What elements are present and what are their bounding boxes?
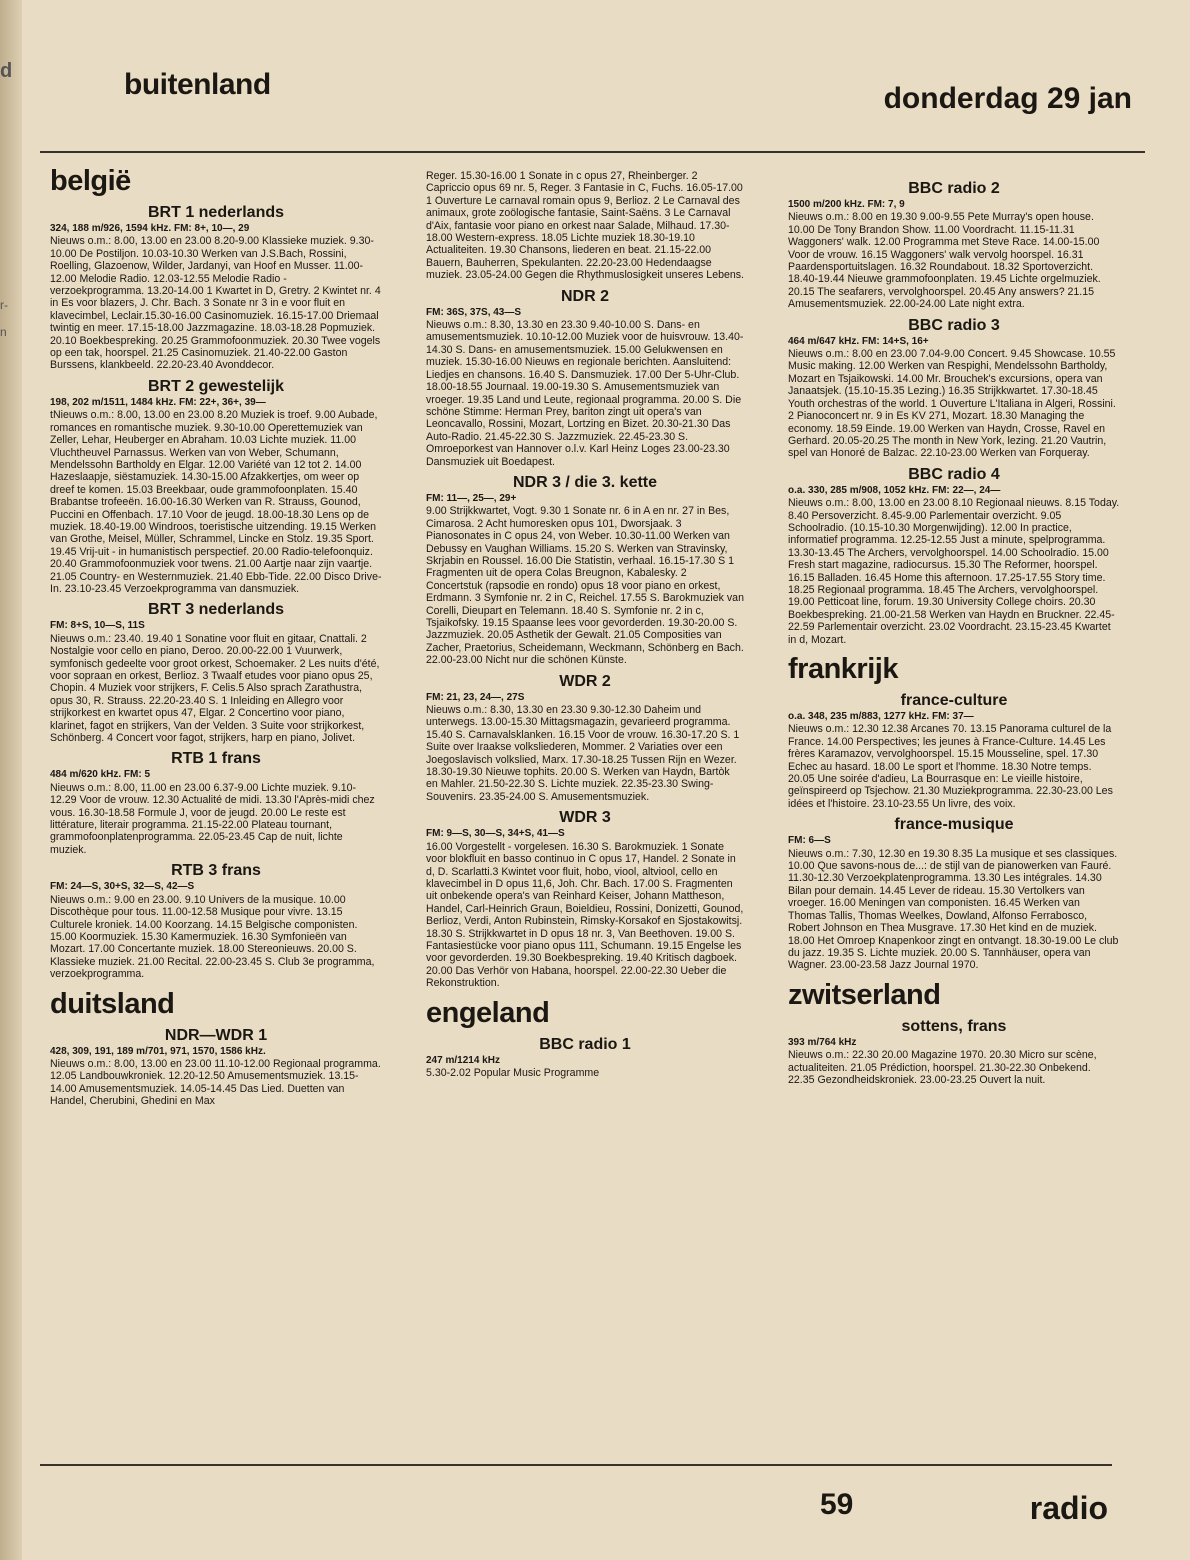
country-heading: duitsland <box>50 987 175 1020</box>
station-frequency: FM: 6—S <box>788 835 831 847</box>
program-listing: Nieuws o.m.: 8.00, 13.00 en 23.00 11.10-12.00 Regionaal programma. 12.05 Landbouwkroniek. 12.20-12.50 Amusementsmuziek. 13.15-14.00 Amusementsmuziek. 14.05-14.45 Das Lied. Duetten van Handel, Cherubini, Ghedini en Max <box>50 1057 381 1108</box>
header-rule <box>40 151 1145 153</box>
program-listing: Nieuws o.m.: 8.00, 13.00 en 23.00 8.20-9.00 Klassieke muziek. 9.30-10.00 De Postiljon. 10.03-10.30 Werken van J.S.Bach, Rossini, Roelling, Glazoenow, Wilder, Jardanyi, van Hoof en Musser. 11.00-12.00 Melodie Radio. 12.03-12.55 Melodie Radio - verzoekprogramma. 13.20-14.00 1 Kwartet in D, Gretry. 2 Kwintet nr. 4 in Es voor blazers, J. Chr. Bach. 3 Sonate nr 3 in e voor fluit en klavecimbel, Leclair.15.30-16.00 Casinomuziek. 16.15-17.00 Driemaal twintig en meer. 17.15-18.00 Jazzmagazine. 18.03-18.28 Popmuziek. 20.10 Boekbespreking. 20.25 Grammofoonmuziek. 20.30 Twee vogels op een tak, hoorspel. 21.25 Casinomuziek. 21.40-22.00 Gaston Burssens, klankbeeld. 22.20-23.40 Avonddecor. <box>50 235 381 372</box>
station-heading: BRT 2 gewestelijk <box>147 377 285 395</box>
page-number: 59 <box>820 1488 854 1521</box>
station-heading: NDR 2 <box>560 287 609 305</box>
edge-fragment: n <box>0 325 7 339</box>
listing-column-3 <box>788 174 1120 1086</box>
program-listing: Reger. 15.30-16.00 1 Sonate in c opus 27, Rheinberger. 2 Capriccio opus 69 nr. 5, Reger. 3 Fantasie in C, Fuchs. 16.05-17.00 1 Ouverture Le carnaval romain opus 9, Berlioz. 2 Le Carnaval des animaux, grote zoölogische fantasie, Saint-Saëns. 3 Le Carnaval d'Aix, fantasie voor piano en orkest naar Salade, Milhaud. 17.30-18.00 Western-express. 18.05 Lichte muziek 18.30-19.10 Actualiteiten. 19.30 Chansons, liederen en beat. 21.15-22.00 Bauern, Bauherren, Spekulanten. 22.20-23.00 Hedendaagse muziek. 23.05-24.00 Gegen die Rhythmuslosigkeit unseres Lebens. <box>426 170 744 282</box>
station-frequency: FM: 21, 23, 24—, 27S <box>426 691 525 703</box>
station-frequency: FM: 36S, 37S, 43—S <box>426 306 522 318</box>
program-listing: Nieuws o.m.: 8.00 en 23.00 7.04-9.00 Concert. 9.45 Showcase. 10.55 Music making. 12.00 Werken van Respighi, Mendelssohn Bartholdy, Mozart en Tsjaikowski. 14.00 Mr. Brouchek's excursions, opera van Janaatsjek. (15.10-15.35 Lezing.) 16.35 Strijkkwartet. 17.30-18.45 Youth orchestras of the world. 1 Ouverture L'Italiana in Algeri, Rossini. 2 Pianoconcert nr. 9 in Es KV 271, Mozart. 18.30 Managing the economy. 18.59 Einde. 19.00 Werken van Haydn, Crosse, Ravel en Gerhard. 20.05-20.25 The month in New York, lezing. 21.20 Vautrin, spel van Honoré de Balzac. 22.10-23.00 Werken van Forqueray. <box>788 348 1116 460</box>
edge-fragment: r- <box>0 298 8 312</box>
station-heading: BBC radio 2 <box>908 180 1000 197</box>
program-listing: Nieuws o.m.: 12.30 12.38 Arcanes 70. 13.15 Panorama culturel de la France. 14.00 Perspectives; les jeunes à France-Culture. 14.45 Les frères Karamazov, vervolghoorspel. 15.15 Mousseline, spel. 17.30 Echec au hasard. 18.00 Le sport et l'homme. 18.30 Notre temps. 20.05 Une soirée d'adieu, La Bourrasque en: Le vieille histoire, geïnspireerd op Tsjechow. 21.30 Muziekprogramma. 22.30-23.00 Les idées et l'histoire. 23.10-23.55 Un livre, des voix. <box>788 723 1113 810</box>
station-frequency: 393 m/764 kHz <box>788 1036 857 1048</box>
station-heading: france-culture <box>900 692 1008 709</box>
station-heading: WDR 3 <box>559 809 611 827</box>
edge-fragment: d <box>0 60 13 82</box>
station-frequency: 1500 m/200 kHz. FM: 7, 9 <box>788 199 905 210</box>
program-listing: Nieuws o.m.: 8.30, 13.30 en 23.30 9.30-12.30 Daheim und unterwegs. 13.00-15.30 Mittagsmagazin, gevarieerd programma. 15.40 S. Carnavalsklanken. 16.15 Voor de vrouw. 16.30-17.20 S. 1 Suite over Iraakse volksliederen, Mommer. 2 Variaties over een Joegoslavisch volkslied, Marx. 17.30-18.25 Tussen Rijn en Wezer. 18.30-19.30 Nieuwe tophits. 20.00 S. Werken van Haydn, Bartòk en Mahler. 21.50-22.30 S. Lichte muziek. 22.35-23.30 Swing-Souvenirs. 23.35-24.00 S. Amusementsmuziek. <box>426 704 740 803</box>
station-heading: BBC radio 1 <box>539 1035 631 1053</box>
country-heading: zwitserland <box>788 978 941 1011</box>
program-listing: 9.00 Strijkkwartet, Vogt. 9.30 1 Sonate nr. 6 in A en nr. 27 in Bes, Cimarosa. 2 Acht humoresken opus 101, Dworsjaak. 3 Pianosonates in C opus 24, von Weber. 10.30-11.00 Werken van Debussy en Vaughan Williams. 15.20 S. Werken van Stravinsky, Skrjabin en Roussel. 16.00 Die Statistin, verhaal. 16.15-17.30 S 1 Fragmenten uit de opera Colas Breugnon, Kabalesky. 2 Concertstuk (rapsodie en rondo) opus 18 voor piano en orkest, Erdmann. 3 Symfonie nr. 2 in C, Reichel. 17.55 S. Barokmuziek van Corelli, Dieupart en Telemann. 18.40 S. Symfonie nr. 2 in c, Tsjaikofsky. 19.15 Spaanse lees voor gevorderden. 19.30-20.00 S. Jazzmuziek. 20.05 Asthetik der Gewalt. 21.05 Composities van Zacher, Praetorius, Scheidemann, Weckmann, Schönberg en Bach. 22.00-23.00 Nicht nur die schönen Künste. <box>426 505 744 667</box>
listing-column-1 <box>50 158 382 1108</box>
station-frequency: 464 m/647 kHz. FM: 14+S, 16+ <box>788 335 929 347</box>
station-frequency: o.a. 330, 285 m/908, 1052 kHz. FM: 22—, 24— <box>788 484 1001 496</box>
program-listing: Nieuws o.m.: 8.30, 13.30 en 23.30 9.40-10.00 S. Dans- en amusementsmuziek. 10.10-12.00 Muziek voor de huisvrouw. 13.40-14.30 S. Dans- en amusementsmuziek. 15.00 Gelukwensen en muziek. 15.30-16.00 Nieuws en regionale berichten. Aansluitend: Liedjes en chansons. 16.40 S. Dansmuziek. 17.00 Der 5-Uhr-Club. 18.00-18.55 Journaal. 19.00-19.30 S. Amusementsmuziek van vroeger. 19.35 Land und Leute, regionaal programma. 20.00 S. Die schöne Stimme: Herman Prey, bariton zingt uit opera's van Leoncavallo, Rossini, Mozart, Lortzing en Bizet. 20.30-21.30 Das Auto-Radio. 21.45-22.30 S. Jazzmuziek. 22.45-23.30 S. Omroeporkest van Hannover o.l.v. Karl Heinz Loges 23.00-23.30 Dansmuziek uit Boedapest. <box>426 319 744 468</box>
program-listing: tNieuws o.m.: 8.00, 13.00 en 23.00 8.20 Muziek is troef. 9.00 Aubade, romances en romantische muziek. 9.30-10.00 Operettemuziek van Zeller, Lehar, Heuberger en Abraham. 10.03 Lichte muziek. 11.00 Vluchtheuvel Parnassus. Werken van von Weber, Schumann, Mendelssohn Bartholdy en Elgar. 12.00 Variété van 12 tot 2. 14.00 Hazeslaapje, siëstamuziek. 14.30-15.00 Afzakkertjes, om weer op dreef te komen. 15.03 Breekbaar, oude grammofoonplaten. 15.40 Brabantse trofeeën. 16.00-16.30 Werken van R. Strauss, Gounod, Puccini en Offenbach. 17.10 Voor de jeugd. 18.00-18.30 Lens op de muziek. 18.40-19.00 Windroos, toeristische uitzending. 19.15 Werken van Grothe, Meisel, Müller, Schrammel, Lincke en Stolz. 19.35 Sport. 19.45 Vrij-uit - in humanistisch perspectief. 20.00 Radio-telefoonquiz. 20.40 Grammofoonmuziek voor twens. 21.00 Aartje naar zijn vaartje. 21.05 Country- en Westernmuziek. 21.40 Ebb-Tide. 22.00 Disco Drive-In. 23.10-23.45 Verzoekprogramma van dansmuziek. <box>50 409 382 595</box>
station-frequency: FM: 9—S, 30—S, 34+S, 41—S <box>426 828 565 840</box>
station-heading: BBC radio 4 <box>908 465 1000 483</box>
page-gutter <box>0 0 22 1560</box>
country-heading: frankrijk <box>788 653 898 685</box>
station-heading: NDR—WDR 1 <box>164 1026 268 1044</box>
program-listing: Nieuws o.m.: 9.00 en 23.00. 9.10 Univers de la musique. 10.00 Discothèque pour tous. 11.00-12.58 Musique pour vivre. 13.15 Culturele kroniek. 14.00 Koorzang. 14.15 Belgische componisten. 15.00 Koormuziek. 15.30 Kamermuziek. 16.30 Symfonieën van Mozart. 17.00 Concertante muziek. 18.00 Stereonieuws. 20.00 S. Klassieke muziek. 21.00 Recital. 22.00-23.45 S. Club 3e programma, verzoekprogramma. <box>50 893 375 981</box>
program-listing: 16.00 Vorgestellt - vorgelesen. 16.30 S. Barokmuziek. 1 Sonate voor blokfluit en basso continuo in C opus 17, Handel. 2 Sonate in d, D. Scarlatti.3 Kwintet voor fluit, hobo, viool, altviool, cello en klavecimbel in D opus 11,6, Joh. Chr. Bach. 17.00 S. Fragmenten uit onbekende opera's van Reinhard Keiser, Johann Mattheson, Handel, Carl-Heinrich Graun, Boieldieu, Rossini, Donizetti, Gounod, Berlioz, Verdi, Anton Rubinstein, Rimsky-Korsakof en Sjostakowitsj. 18.30 S. Strijkkwartet in D opus 18 nr. 3, Van Beethoven. 19.00 S. Fantasiestücke voor piano opus 111, Schumann. 19.15 Engelse les voor gevorderden. 19.30 Boekbespreking. 19.40 Kritisch dagboek. 20.00 Das Verhör von Habana, hoorspel. 22.00-22.30 Ueber die Rekonstruktion. <box>426 840 744 990</box>
station-heading: sottens, frans <box>901 1017 1007 1035</box>
program-listing: Nieuws o.m.: 23.40. 19.40 1 Sonatine voor fluit en gitaar, Cnattali. 2 Nostalgie voor cello en piano, Deroo. 20.00-22.00 1 Vuurwerk, symfonisch gedeelte voor groot orkest, Schoemaker. 2 Les nuits d'été, voor sopraan en orkest, Berlioz. 3 Twaalf etudes voor piano opus 25, Chopin. 4 Muziek voor strijkers, F. Celis.5 Also sprach Zarathustra, opus 30, R. Strauss. 22.20-23.40 S. 1 Inleiding en Allegro voor strijkorkest en kwartet opus 47, Elgar. 2 Concertino voor piano, klarinet, fagot en strijkers, Van der Velden. 3 Suite voor strijkorkest, Schönberg. 4 Concert voor fagot, strijkers, harp en piano, Jolivet. <box>50 632 380 745</box>
date-header: donderdag 29 jan <box>883 82 1132 115</box>
listing-column-2 <box>426 170 744 1079</box>
country-heading: engeland <box>426 996 550 1029</box>
section-header: buitenland <box>124 68 271 101</box>
station-heading: BRT 3 nederlands <box>147 601 285 619</box>
station-heading: NDR 3 / die 3. kette <box>512 473 658 491</box>
station-heading: WDR 2 <box>559 672 611 690</box>
country-heading: belgië <box>50 165 131 197</box>
station-frequency: 484 m/620 kHz. FM: 5 <box>50 769 151 781</box>
station-frequency: 198, 202 m/1511, 1484 kHz. FM: 22+, 36+, 39— <box>50 396 266 408</box>
footer-rule <box>40 1464 1112 1466</box>
program-listing: 5.30-2.02 Popular Music Programme <box>426 1066 600 1079</box>
station-frequency: 324, 188 m/926, 1594 kHz. FM: 8+, 10—, 29 <box>50 223 250 234</box>
program-listing: Nieuws o.m.: 8.00 en 19.30 9.00-9.55 Pete Murray's open house. 10.00 De Tony Brandon Show. 11.00 Voordracht. 11.15-11.31 Waggoners' walk. 12.00 Programma met Steve Race. 14.00-15.00 Voor de vrouw. 16.15 Waggoners' walk vervolg hoorspel. 16.31 Paardensportuitslagen. 16.32 Roundabout. 18.32 Sportoverzicht. 18.40-19.44 Nieuwe grammofoonplaten. 19.45 Lichte orgelmuziek. 20.15 The seafarers, vervolghoorspel. 20.45 Any answers? 21.15 Amusementsmuziek. 22.00-24.00 Late night extra. <box>788 211 1101 311</box>
footer-section: radio <box>1029 1490 1108 1526</box>
station-heading: BBC radio 3 <box>908 316 1000 334</box>
station-heading: RTB 1 frans <box>171 750 261 768</box>
station-frequency: o.a. 348, 235 m/883, 1277 kHz. FM: 37— <box>788 711 974 722</box>
program-listing: Nieuws o.m.: 7.30, 12.30 en 19.30 8.35 La musique et ses classiques. 10.00 Que savons-nous de...: de stijl van de pianowerken van Fauré. 11.30-12.30 Verzoekplatenprogramma. 13.30 Les intégrales. 14.30 Bilan pour demain. 14.45 Lever de rideau. 15.30 Vertolkers van vroeger. 16.00 Meningen van componisten. 16.45 Werken van Thomas Tallis, Thomas Weelkes, Dowland, Alfonso Ferrabosco, Robert Johnson en Thea Musgrave. 17.30 Het kind en de muziek. 18.00 Het Omroep Knapenkoor zingt en ontvangt. 18.30-19.00 Le club du jazz. 19.35 S. Lichte muziek. 20.00 S. Tannhäuser, opera van Wagner. 23.00-23.58 Jazz Journal 1970. <box>788 847 1119 972</box>
station-frequency: FM: 24—S, 30+S, 32—S, 42—S <box>50 881 195 893</box>
station-heading: BRT 1 nederlands <box>147 204 285 221</box>
program-listing: Nieuws o.m.: 8.00, 13.00 en 23.00 8.10 Regionaal nieuws. 8.15 Today. 8.40 Persoverzicht. 8.45-9.00 Parlementair overzicht. 9.05 Schoolradio. (10.15-10.30 Morgenwijding). 12.00 In practice, informatief programma. 12.25-12.55 Just a minute, spelprogramma. 13.30-13.45 The Archers, vervolghoorspel. 14.00 Schoolradio. 15.00 Fresh start magazine, radiocursus. 15.30 The Reformer, hoorspel. 16.15 Balladen. 16.45 Home this afternoon. 17.25-17.55 Story time. 18.25 Regionaal programma. 18.45 The Archers, vervolghoorspel. 19.00 Petticoat line, forum. 19.30 University College choirs. 20.30 Boekbespreking. 21.00-21.58 Werken van Haydn en Bruckner. 22.45-22.59 Parlementair overzicht. 23.02 Voordracht. 23.15-23.45 Kwartet in d, Mozart. <box>788 497 1120 646</box>
station-heading: france-musique <box>894 816 1014 834</box>
program-listing: Nieuws o.m.: 22.30 20.00 Magazine 1970. 20.30 Micro sur scène, actualiteiten. 21.05 Prédiction, hoorspel. 21.30-22.30 Onbekend. 22.35 Gezondheidskroniek. 23.00-23.25 Ouvert la nuit. <box>788 1049 1097 1086</box>
station-frequency: FM: 11—, 25—, 29+ <box>426 492 517 504</box>
station-frequency: 428, 309, 191, 189 m/701, 971, 1570, 1586 kHz. <box>50 1045 266 1057</box>
station-frequency: FM: 8+S, 10—S, 11S <box>50 620 145 632</box>
station-heading: RTB 3 frans <box>171 862 261 880</box>
station-frequency: 247 m/1214 kHz <box>426 1054 500 1066</box>
program-listing: Nieuws o.m.: 8.00, 11.00 en 23.00 6.37-9.00 Lichte muziek. 9.10-12.29 Voor de vrouw. 12.30 Actualité de midi. 13.30 l'Après-midi chez vous. 16.30-18.58 Formule J, voor de jeugd. 20.00 Le reste est littérature, literair programma. 21.15-22.00 Plateau tournant, grammofoonplatenprogramma. 22.05-23.45 Cap de nuit, lichte muziek. <box>50 781 375 856</box>
